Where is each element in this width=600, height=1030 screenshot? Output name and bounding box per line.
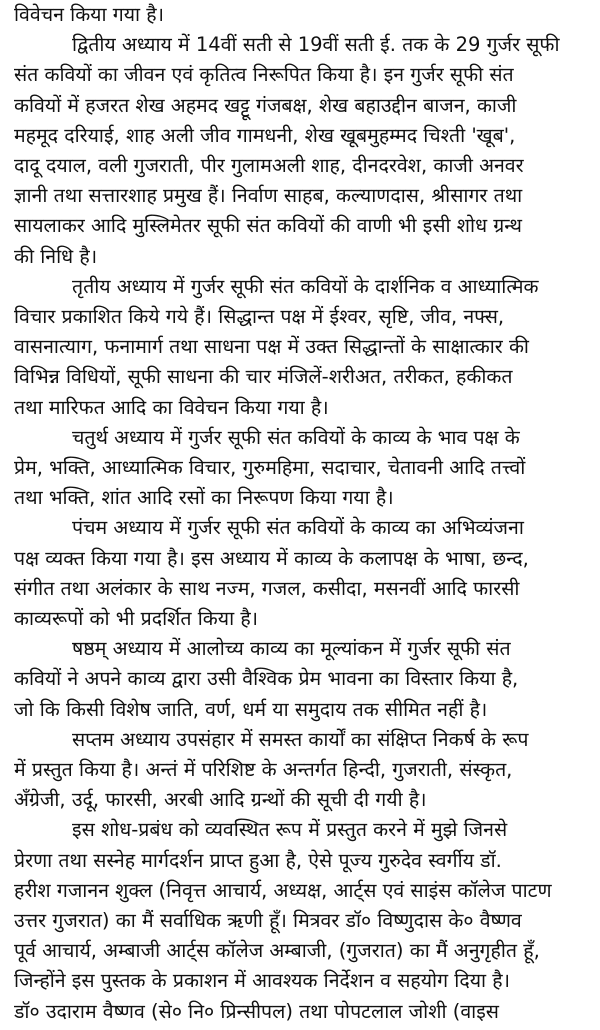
paragraph-first-line: द्वितीय अध्याय में 14वीं सती से 19वीं सती ई. तक के 29 गुर्जर सूफी xyxy=(72,33,560,57)
paragraph-first-line: तृतीय अध्याय में गुर्जर सूफी संत कवियों के दार्शनिक व आध्यात्मिक xyxy=(72,274,539,298)
text-line: प्रेम, भक्ति, आध्यात्मिक विचार, गुरुमहिमा, सदाचार, चेतावनी आदि तत्त्वों xyxy=(14,456,526,479)
text-line: तथा मारिफत आदि का विवेचन किया गया है। xyxy=(14,395,329,419)
text-line: में प्रस्तुत किया है। अन्तं में परिशिष्ट के अन्तर्गत हिन्दी, गुजराती, संस्कृत, xyxy=(14,758,513,781)
text-line: संत कवियों का जीवन एवं कृतित्व निरूपित किया है। इन गुर्जर सूफी संत xyxy=(14,63,514,87)
text-line: दादू दयाल, वली गुजराती, पीर गुलामअली शाह, दीनदरवेश, काजी अनवर xyxy=(14,154,524,177)
text-line: प्रेरणा तथा सस्नेह मार्गदर्शन प्राप्त हुआ है, ऐसे पूज्य गुरुदेव स्वर्गीय डॉ. xyxy=(14,848,502,872)
text-line: की निधि है। xyxy=(14,244,98,268)
document-page xyxy=(14,0,592,1030)
paragraph-first-line: पंचम अध्याय में गुर्जर सूफी संत कवियों के काव्य का अभिव्यंजना xyxy=(72,516,524,540)
text-line: जो कि किसी विशेष जाति, वर्ण, धर्म या समुदाय तक सीमित नहीं है। xyxy=(14,697,488,721)
text-line: डॉ० उदाराम वैष्णव (से० नि० प्रिन्सीपल) तथा पोपटलाल जोशी (वाइस xyxy=(14,999,499,1023)
text-line: ज्ञानी तथा सत्तारशाह प्रमुख हैं। निर्वाण साहब, कल्याणदास, श्रीसागर तथा xyxy=(14,184,523,208)
text-line: हरीश गजानन शुक्ल (निवृत्त आचार्य, अध्यक्ष, आर्ट्स एवं साइंस कॉलेज पाटण xyxy=(14,878,552,902)
paragraph-first-line: षष्ठम् अध्याय में आलोच्य काव्य का मूल्यांकन में गुर्जर सूफी संत xyxy=(72,637,511,661)
text-line: उत्तर गुजरात) का मैं सर्वाधिक ऋणी हूँ। मित्रवर डॉ० विष्णुदास के० वैष्णव xyxy=(14,909,522,932)
text-line: पक्ष व्यक्त किया गया है। इस अध्याय में काव्य के कलापक्ष के भाषा, छन्द, xyxy=(14,546,529,570)
text-line: काव्यरूपों को भी प्रदर्शित किया है। xyxy=(14,607,259,630)
paragraph-first-line: इस शोध-प्रबंध को व्यवस्थित रूप में प्रस्तुत करने में मुझे जिनसे xyxy=(72,818,508,842)
text-line: विवेचन किया गया है। xyxy=(14,3,165,26)
text-line: महमूद दरियाई, शाह अली जीव गामधनी, शेख खूबमुहम्मद चिश्ती 'खूब', xyxy=(14,123,516,147)
text-line: विभिन्न विधियों, सूफी साधना की चार मंजिलें-शरीअत, तरीकत, हकीकत xyxy=(14,365,513,389)
text-line: वासनात्याग, फनामार्ग तथा साधना पक्ष में उक्त सिद्धान्तों के साक्षात्कार की xyxy=(14,335,529,359)
text-line: अँग्रेजी, उर्दू, फारसी, अरबी आदि ग्रन्थों की सूची दी गयी है। xyxy=(14,788,427,812)
text-line: तथा भक्ति, शांत आदि रसों का निरूपण किया गया है। xyxy=(14,486,394,510)
text-line: विचार प्रकाशित किये गये हैं। सिद्धान्त पक्ष में ईश्वर, सृष्टि, जीव, नफ्स, xyxy=(14,305,505,328)
paragraph-first-line: चतुर्थ अध्याय में गुर्जर सूफी संत कवियों के काव्य के भाव पक्ष के xyxy=(72,425,520,449)
text-line: कवियों ने अपने काव्य द्वारा उसी वैश्विक प्रेम भावना का विस्तार किया है, xyxy=(14,667,519,691)
text-line: कवियों में हजरत शेख अहमद खट्टू गंजबक्ष, शेख बहाउद्दीन बाजन, काजी xyxy=(14,93,517,117)
text-line: संगीत तथा अलंकार के साथ नज्म, गजल, कसीदा, मसनवीं आदि फारसी xyxy=(14,576,520,600)
text-line: सायलाकर आदि मुस्लिमेतर सूफी संत कवियों की वाणी भी इसी शोध ग्रन्थ xyxy=(14,214,522,238)
paragraph-first-line: सप्तम अध्याय उपसंहार में समस्त कार्यों का संक्षिप्त निकर्ष के रूप xyxy=(72,727,529,751)
text-line: जिन्होंने इस पुस्तक के प्रकाशन में आवश्यक निर्देशन व सहयोग दिया है। xyxy=(14,969,510,993)
text-line: पूर्व आचार्य, अम्बाजी आर्ट्स कॉलेज अम्बाजी, (गुजरात) का मैं अनुगृहीत हूँ, xyxy=(14,939,540,963)
